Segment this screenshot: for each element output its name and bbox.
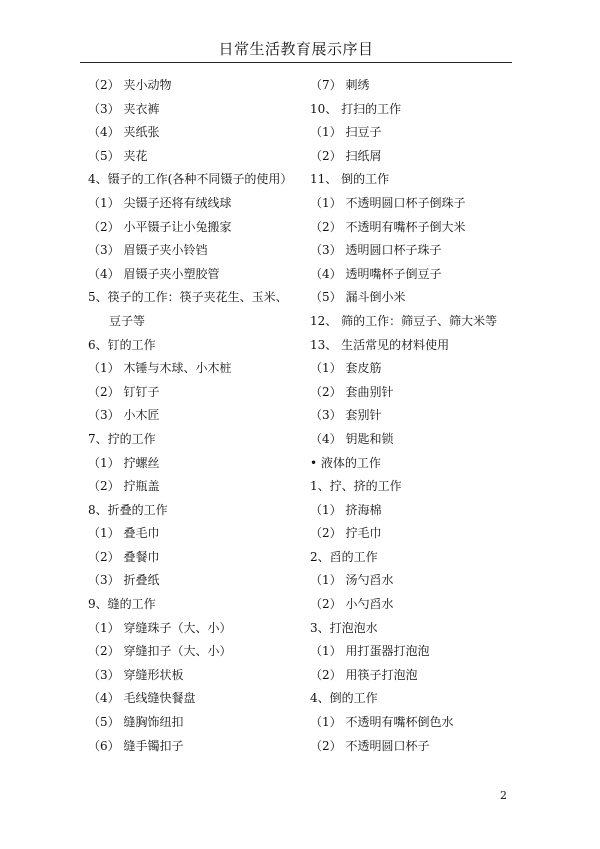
- list-item: （1） 不透明圆口杯子倒珠子: [310, 195, 466, 210]
- list-item: （5） 夹花: [88, 148, 148, 163]
- list-item: 4、倒的工作: [310, 691, 378, 706]
- list-item: （2） 不透明圆口杯子: [310, 738, 430, 753]
- list-item: （4） 眉镊子夹小塑胶管: [88, 266, 220, 281]
- list-item: （3） 套别针: [310, 408, 382, 423]
- list-item: （4） 钥匙和锁: [310, 431, 394, 446]
- header-divider: [80, 62, 512, 63]
- list-item: （1） 扫豆子: [310, 125, 382, 140]
- list-item: （1） 挤海棉: [310, 502, 382, 517]
- list-item: 2、舀的工作: [310, 549, 378, 564]
- list-item: （2） 用筷子打泡泡: [310, 667, 418, 682]
- list-item: （2） 扫纸屑: [310, 148, 382, 163]
- list-item: （3） 折叠纸: [88, 573, 160, 588]
- list-item: （1） 用打蛋器打泡泡: [310, 644, 430, 659]
- list-item: 7、拧的工作: [88, 431, 156, 446]
- list-item: （1） 穿缝珠子（大、小）: [88, 620, 232, 635]
- list-item: 5、筷子的工作：筷子夹花生、玉米、: [88, 290, 288, 305]
- list-item: 8、折叠的工作: [88, 502, 168, 517]
- list-item: （3） 眉镊子夹小铃铛: [88, 243, 208, 258]
- right-column: [310, 76, 515, 760]
- list-item: （2） 不透明有嘴杯子倒大米: [310, 219, 466, 234]
- list-item: （1） 木锤与木球、小木桩: [88, 361, 232, 376]
- list-item: 6、钉的工作: [88, 337, 156, 352]
- list-item: （1） 叠毛巾: [88, 526, 160, 541]
- list-item: 10、 打扫的工作: [310, 101, 402, 116]
- left-column: [88, 76, 313, 760]
- list-item: （2） 小勺舀水: [310, 597, 394, 612]
- list-item: （1） 不透明有嘴杯倒色水: [310, 715, 454, 730]
- list-item: （2） 小平镊子让小兔搬家: [88, 219, 232, 234]
- list-item: （2） 钉钉子: [88, 384, 160, 399]
- list-item: （3） 夹衣裤: [88, 101, 160, 116]
- list-item: （1） 尖镊子还将有绒线球: [88, 195, 232, 210]
- list-item: （1） 拧螺丝: [88, 455, 160, 470]
- page-number: 2: [500, 789, 507, 802]
- list-item: （2） 叠餐巾: [88, 549, 160, 564]
- list-item: 4、镊子的工作(各种不同镊子的使用）: [88, 172, 293, 187]
- list-item: （5） 缝胸饰纽扣: [88, 715, 184, 730]
- list-item: （1） 套皮筋: [310, 361, 382, 376]
- list-item: （1） 汤勺舀水: [310, 573, 394, 588]
- list-item: 豆子等: [109, 313, 146, 328]
- list-item: （6） 缝手镯扣子: [88, 738, 184, 753]
- list-item: （4） 毛线缝快餐盘: [88, 691, 196, 706]
- list-item: （4） 夹纸张: [88, 125, 160, 140]
- list-item: （2） 穿缝扣子（大、小）: [88, 644, 232, 659]
- list-item: 3、打泡泡水: [310, 620, 378, 635]
- list-item: 11、 倒的工作: [310, 172, 390, 187]
- list-item: • 液体的工作: [310, 455, 381, 470]
- list-item: （2） 拧瓶盖: [88, 479, 160, 494]
- list-item: （5） 漏斗倒小米: [310, 290, 406, 305]
- page-header-title: 日常生活教育展示序目: [218, 40, 374, 58]
- list-item: （4） 透明嘴杯子倒豆子: [310, 266, 442, 281]
- list-item: （2） 套曲别针: [310, 384, 394, 399]
- list-item: 13、 生活常见的材料使用: [310, 337, 450, 352]
- list-item: （3） 小木匠: [88, 408, 160, 423]
- list-item: 1、拧、挤的工作: [310, 479, 402, 494]
- list-item: （2） 夹小动物: [88, 78, 172, 92]
- list-item: （3） 透明圆口杯子珠子: [310, 243, 442, 258]
- list-item: 9、缝的工作: [88, 597, 156, 612]
- list-item: （7） 刺绣: [310, 78, 370, 92]
- list-item: （3） 穿缝形状板: [88, 667, 184, 682]
- list-item: 12、 筛的工作：筛豆子、筛大米等: [310, 313, 498, 328]
- list-item: （2） 拧毛巾: [310, 526, 382, 541]
